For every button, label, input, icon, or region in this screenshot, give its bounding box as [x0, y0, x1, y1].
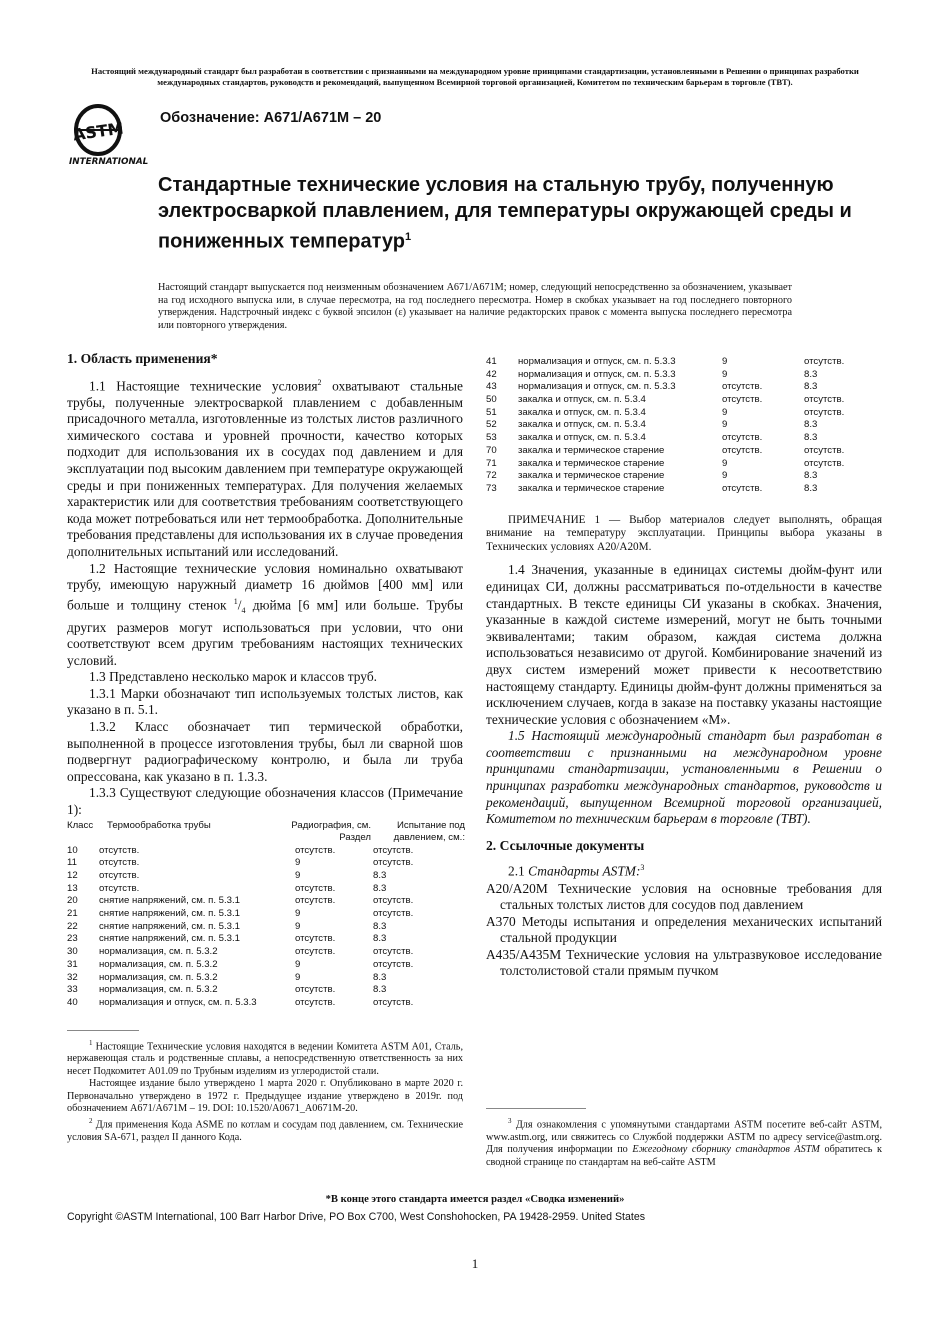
radiography-cell: отсутств. [722, 381, 763, 393]
reference-a370: A370 Методы испытания и определения механических испытаний стальной продукции [486, 913, 882, 946]
footnote-2-text: Для применения Кода ASME по котлам и сосудам под давлением, см. Технические условия SA-671, раздел II данного Кода. [67, 1119, 463, 1144]
logo-lettering: ASTM [71, 118, 125, 145]
summary-of-changes-note: *В конце этого стандарта имеется раздел «Сводка изменений» [325, 1194, 625, 1205]
class-cell: 40 [67, 996, 78, 1008]
footnote-1 [67, 1037, 463, 1079]
treatment-cell: снятие напряжений, см. п. 5.3.1 [99, 933, 240, 945]
section-2-heading: 2. Ссылочные документы [486, 837, 645, 853]
class-table-row [67, 883, 463, 896]
treatment-cell: нормализация и отпуск, см. п. 5.3.3 [518, 368, 676, 380]
footnote-3-marker: 3 [508, 1117, 512, 1125]
radiography-cell: отсутств. [722, 444, 763, 456]
treatment-cell: нормализация и отпуск, см. п. 5.3.3 [518, 381, 676, 393]
class-cell: 20 [67, 895, 78, 907]
col-header-radiography: Радиография, см. Раздел [291, 819, 371, 844]
class-table-row [67, 921, 463, 934]
class-table-rows-left [67, 845, 463, 1010]
pressure-test-cell: 8.3 [373, 920, 387, 932]
p1-1-text-cont: охватывают стальные трубы, полученные электросваркой плавлением с добавленным присадочного металла, изготовленные из толстых листов различного химического состава и уровней прочности, качество которых подходит для использования их в сосудах под давлением и для эксплуатации под высоким давлением при температуре окружающей среды и при пониженных температурах. Для получения желаемых характеристик или для соответствия требованиям соответствующего кода может потребоваться или нет термообработка. Дополнительные требования представлены для использования их в случае проведения дополнительных испытаний или исследований. [67, 378, 463, 559]
standards-banner: Настоящий международный стандарт был разработан в соответствии с признанными на международном уровне принципами стандартизации, установленными в Решении о принципах разработки международных стандартов, руководств и рекомендаций, выпущенном Всемирной торговой организацией, Комитетом по техническим барьерам в торговле (ТВТ). [91, 66, 859, 87]
class-cell: 12 [67, 870, 78, 882]
pressure-test-cell: отсутств. [804, 394, 845, 406]
radiography-cell: отсутств. [722, 432, 763, 444]
class-table-row [67, 959, 463, 972]
reference-a20: A20/A20M Технические условия на основные требования для стальных толстых листов для сосудов под давлением [486, 880, 882, 913]
pressure-test-cell: 8.3 [373, 971, 387, 983]
radiography-cell: 9 [295, 971, 301, 983]
treatment-cell: отсутств. [99, 857, 140, 869]
footnote-ref-2: 2 [317, 377, 322, 387]
p2-1-italic: Стандарты ASTM: [528, 863, 641, 879]
pressure-test-cell: 8.3 [373, 933, 387, 945]
class-table-row [67, 984, 463, 997]
document-title [158, 172, 858, 255]
paragraph-1-3-2: 1.3.2 Класс обозначает тип термической обработки, выполненной в процессе изготовления трубы, был ли сварной шов подвергнут радиографическому контролю, и была ли труба опрессована, как указано в п. 1.3.3. [67, 719, 463, 784]
radiography-cell: отсутств. [295, 946, 336, 958]
class-table-row [486, 356, 882, 369]
class-table-row [67, 845, 463, 858]
class-table-row [67, 895, 463, 908]
treatment-cell: нормализация, см. п. 5.3.2 [99, 984, 218, 996]
treatment-cell: нормализация и отпуск, см. п. 5.3.3 [99, 996, 257, 1008]
footnote-ref-3: 3 [640, 863, 645, 873]
radiography-cell: 9 [722, 470, 728, 482]
treatment-cell: закалка и отпуск, см. п. 5.3.4 [518, 419, 646, 431]
title-text: Стандартные технические условия на стальную трубу, полученную электросваркой плавлением, для температуры окружающей среды и пониженных температур [158, 174, 852, 253]
radiography-cell: 9 [295, 920, 301, 932]
pressure-test-cell: отсутств. [373, 996, 414, 1008]
section-1-heading: 1. Область применения* [67, 351, 218, 366]
class-cell: 10 [67, 844, 78, 856]
class-table-row [67, 997, 463, 1010]
pressure-test-cell: отсутств. [373, 895, 414, 907]
class-cell: 72 [486, 470, 497, 482]
p1-1-text: 1.1 Настоящие технические условия [89, 378, 318, 394]
radiography-cell: 9 [722, 419, 728, 431]
pressure-test-cell: 8.3 [804, 482, 818, 494]
treatment-cell: снятие напряжений, см. п. 5.3.1 [99, 920, 240, 932]
class-table-row [67, 972, 463, 985]
class-cell: 70 [486, 444, 497, 456]
radiography-cell: отсутств. [295, 996, 336, 1008]
treatment-cell: отсутств. [99, 844, 140, 856]
pressure-test-cell: отсутств. [804, 406, 845, 418]
pressure-test-cell: отсутств. [804, 457, 845, 469]
pressure-test-cell: 8.3 [373, 882, 387, 894]
paragraph-1-4: 1.4 Значения, указанные в единицах системы дюйм-фунт или единицах СИ, должны рассматриваться по-отдельности в качестве стандартных. В тексте единицы СИ указаны в скобках. Значения, указанные в каждой системе измерений, могут не быть точными эквивалентами; таким образом, каждая система должна использоваться независимо от другой. Комбинирование значений из двух систем измерений может привести к несоответствию настоящему стандарту. Единицы дюйм-фунт должны применяться за исключением случаев, когда в заказе на поставку указаны настоящие технические условия с обозначением «M». [486, 562, 882, 727]
footnotes-left [67, 1037, 463, 1145]
treatment-cell: закалка и термическое старение [518, 457, 665, 469]
radiography-cell: 9 [722, 457, 728, 469]
radiography-cell: отсутств. [295, 882, 336, 894]
class-table-row [486, 445, 882, 458]
class-cell: 50 [486, 394, 497, 406]
class-cell: 32 [67, 971, 78, 983]
class-table-row [486, 407, 882, 420]
class-table-rows-right [486, 356, 882, 496]
treatment-cell: нормализация, см. п. 5.3.2 [99, 971, 218, 983]
class-table-row [486, 470, 882, 483]
pressure-test-cell: 8.3 [373, 870, 387, 882]
treatment-cell: нормализация, см. п. 5.3.2 [99, 958, 218, 970]
class-table-row [486, 483, 882, 496]
radiography-cell: отсутств. [722, 394, 763, 406]
class-table-row [486, 458, 882, 471]
footnote-2-marker: 2 [89, 1117, 93, 1126]
class-cell: 73 [486, 482, 497, 494]
pressure-test-cell: 8.3 [804, 381, 818, 393]
treatment-cell: снятие напряжений, см. п. 5.3.1 [99, 908, 240, 920]
treatment-cell: нормализация, см. п. 5.3.2 [99, 946, 218, 958]
class-table-row [67, 933, 463, 946]
footnote-3-text: Для ознакомления с упомянутыми стандартами ASTM посетите веб-сайт ASTM, www.astm.org, или свяжитесь со Службой поддержки ASTM по адресу service@astm.org. Для получения информации по [486, 1119, 882, 1156]
treatment-cell: отсутств. [99, 882, 140, 894]
treatment-cell: закалка и отпуск, см. п. 5.3.4 [518, 432, 646, 444]
footnote-3 [486, 1115, 882, 1169]
class-table-row [486, 432, 882, 445]
class-table-row [67, 946, 463, 959]
footnote-2 [67, 1115, 463, 1144]
treatment-cell: закалка и термическое старение [518, 444, 665, 456]
class-cell: 71 [486, 457, 497, 469]
class-table-row [486, 381, 882, 394]
p2-1-number: 2.1 [508, 863, 529, 879]
class-cell: 22 [67, 920, 78, 932]
treatment-cell: отсутств. [99, 870, 140, 882]
pressure-test-cell: отсутств. [804, 356, 845, 367]
note-1: ПРИМЕЧАНИЕ 1 — Выбор материалов следует выполнять, обращая внимание на температуру эксплуатации. Принципы выбора указаны в Технических условиях A20/A20M. [486, 513, 882, 553]
reference-a435: A435/A435M Технические условия на ультразвуковое исследование толстолистовой стали прямым пучком [486, 946, 882, 979]
treatment-cell: нормализация и отпуск, см. п. 5.3.3 [518, 356, 676, 367]
col-header-treatment: Термообработка трубы [107, 819, 211, 831]
p1-2-text: 1.2 Настоящие технические условия номинально охватывают трубу, имеющую наружный диаметр 16 дюймов [400 мм] или больше и толщину стенок [67, 560, 463, 613]
radiography-cell: 9 [295, 908, 301, 920]
class-cell: 52 [486, 419, 497, 431]
treatment-cell: закалка и термическое старение [518, 482, 665, 494]
designation: Обозначение: A671/A671M – 20 [160, 110, 382, 126]
radiography-cell: 9 [295, 857, 301, 869]
class-table-row [486, 419, 882, 432]
col-header-class: Класс [67, 819, 94, 831]
class-cell: 42 [486, 368, 497, 380]
pressure-test-cell: 8.3 [804, 470, 818, 482]
copyright-line: Copyright ©ASTM International, 100 Barr Harbor Drive, PO Box C700, West Conshohocken, PA 19428-2959. United States [67, 1211, 646, 1223]
class-cell: 30 [67, 946, 78, 958]
class-cell: 11 [67, 857, 77, 869]
class-table-header [67, 820, 463, 845]
footnote-divider-right [486, 1108, 586, 1109]
class-cell: 53 [486, 432, 497, 444]
radiography-cell: отсутств. [295, 844, 336, 856]
logo-international: INTERNATIONAL [69, 157, 149, 166]
class-table-row [67, 870, 463, 883]
pressure-test-cell: отсутств. [373, 844, 414, 856]
radiography-cell: отсутств. [295, 895, 336, 907]
treatment-cell: закалка и отпуск, см. п. 5.3.4 [518, 406, 646, 418]
radiography-cell: 9 [722, 406, 728, 418]
paragraph-1-3: 1.3 Представлено несколько марок и классов труб. [89, 669, 377, 685]
pressure-test-cell: отсутств. [373, 946, 414, 958]
treatment-cell: закалка и отпуск, см. п. 5.3.4 [518, 394, 646, 406]
class-cell: 51 [486, 406, 497, 418]
pressure-test-cell: 8.3 [804, 432, 818, 444]
paragraph-2-1 [486, 860, 882, 880]
p1-2-text-cont: дюйма [6 мм] или больше. Трубы других размеров могут использоваться при условии, что они соответствуют всем другим требованиям настоящих технических условий. [67, 597, 463, 668]
footnote-3-italic: Ежегодному сборнику стандартов ASTM [632, 1144, 820, 1156]
class-cell: 21 [67, 908, 78, 920]
radiography-cell: отсутств. [722, 482, 763, 494]
radiography-cell: 9 [722, 368, 728, 380]
col-header-pressure: Испытание под давлением, см.: [393, 819, 465, 844]
footnote-3-text-cont: обратитесь к сводной странице по стандартам на веб-сайте ASTM [486, 1144, 882, 1168]
left-column [67, 351, 463, 1145]
radiography-cell: 9 [722, 356, 728, 367]
paragraph-1-1 [67, 375, 463, 561]
preamble: Настоящий стандарт выпускается под неизменным обозначением A671/A671M; номер, следующий непосредственно за обозначением, указывает на год исходного выпуска или, в случае пересмотра, на год последнего пересмотра. Номер в скобках указывает на год последнего повторного утверждения. Надстрочный индекс с буквой эпсилон (ε) указывает на наличие редакторских правок с момента выпуска последнего пересмотра или повторного утверждения. [158, 282, 792, 331]
class-cell: 31 [67, 958, 78, 970]
treatment-cell: снятие напряжений, см. п. 5.3.1 [99, 895, 240, 907]
fraction-numerator: 1 [233, 596, 238, 606]
class-table-right [486, 356, 882, 496]
class-table-left [67, 820, 463, 1010]
paragraph-1-5: 1.5 Настоящий международный стандарт был разработан в соответствии с признанными на международном уровне принципами стандартизации, установленными в Решении о принципах разработки международных стандартов, руководств и рекомендаций, выпущенном Всемирной торговой организацией, Комитетом по техническим барьерам в торговле (ТВТ). [486, 728, 882, 827]
footnote-divider-left [67, 1030, 139, 1031]
class-cell: 23 [67, 933, 78, 945]
footnotes-right [486, 1108, 882, 1169]
title-footnote-ref: 1 [405, 231, 412, 243]
astm-logo [66, 104, 156, 166]
footnote-1-text: Настоящие Технические условия находятся в ведении Комитета ASTM A01, Сталь, нержавеющая сталь и родственные сплавы, а непосредственную ответственность за них несет Подкомитет A01.09 по Трубным изделиям из углеродистой стали. [67, 1040, 463, 1077]
fraction-denominator: 4 [241, 605, 246, 615]
paragraph-1-3-3: 1.3.3 Существуют следующие обозначения классов (Примечание 1): [67, 785, 463, 818]
class-cell: 41 [486, 356, 497, 367]
treatment-cell: закалка и термическое старение [518, 470, 665, 482]
radiography-cell: отсутств. [295, 933, 336, 945]
class-table-row [486, 369, 882, 382]
pressure-test-cell: отсутств. [373, 908, 414, 920]
pressure-test-cell: отсутств. [804, 444, 845, 456]
class-cell: 33 [67, 984, 78, 996]
pressure-test-cell: 8.3 [804, 368, 818, 380]
pressure-test-cell: 8.3 [804, 419, 818, 431]
class-cell: 43 [486, 381, 497, 393]
radiography-cell: отсутств. [295, 984, 336, 996]
class-cell: 13 [67, 882, 78, 894]
pressure-test-cell: 8.3 [373, 984, 387, 996]
footnote-1-edition: Настоящее издание было утверждено 1 марта 2020 г. Опубликовано в марте 2020 г. Первоначально утверждено в 1972 г. Предыдущее издание утверждено в 2019г. под обозначением A671/A671M – 19. DOI: 10.1520/A0671_A0671M-20. [67, 1078, 463, 1114]
class-table-row [67, 908, 463, 921]
class-table-row [486, 394, 882, 407]
right-column [486, 356, 882, 980]
class-table-row [67, 857, 463, 870]
page-number: 1 [471, 1256, 479, 1271]
paragraph-1-3-1: 1.3.1 Марки обозначают тип используемых толстых листов, как указано в п. 5.1. [67, 685, 463, 718]
pressure-test-cell: отсутств. [373, 857, 414, 869]
footnote-1-marker: 1 [89, 1038, 93, 1047]
pressure-test-cell: отсутств. [373, 958, 414, 970]
paragraph-1-2: 1.2 Настоящие технические условия номинально охватывают трубу, имеющую наружный диаметр 16 дюймов [400 мм] или больше и толщину стенок $^1/_4$ дюйма [6 мм] или больше. Трубы других размеров могут использоваться при условии, что они соответствуют всем другим требованиям настоящих технических условий. [67, 560, 463, 668]
radiography-cell: 9 [295, 870, 301, 882]
radiography-cell: 9 [295, 958, 301, 970]
